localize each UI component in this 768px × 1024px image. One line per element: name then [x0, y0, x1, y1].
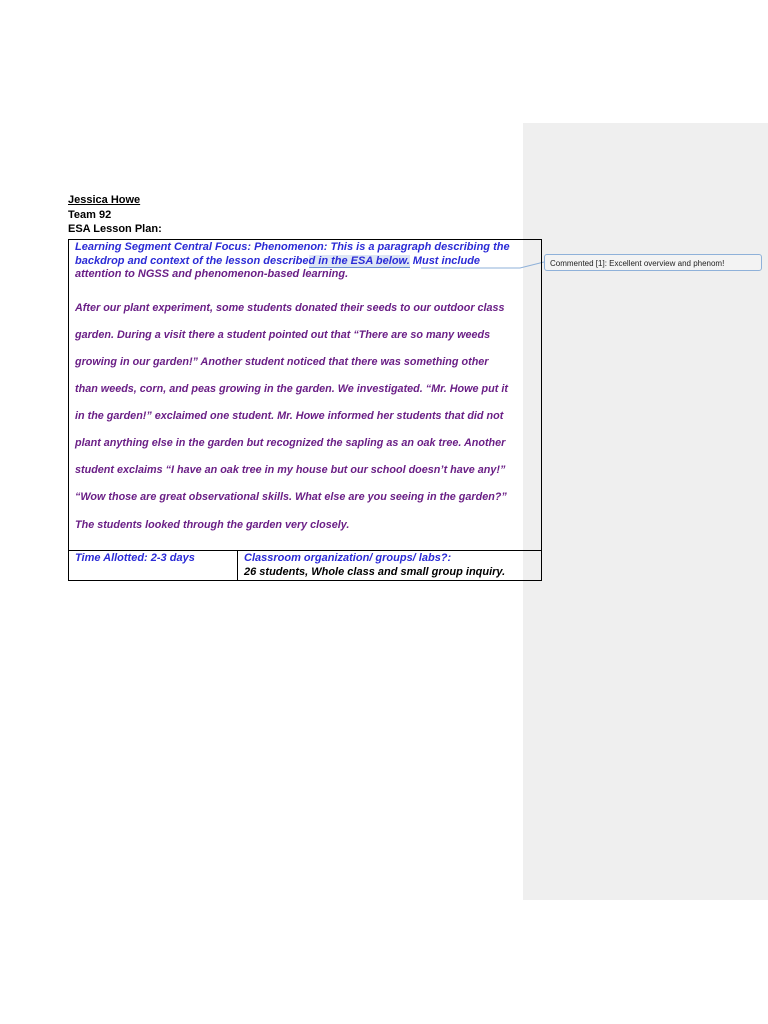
story-line: The students looked through the garden very closely. [75, 518, 350, 531]
time-allotted-cell[interactable] [69, 551, 238, 581]
author-name: Jessica Howe [68, 194, 141, 206]
comment-balloon[interactable] [544, 254, 762, 271]
classroom-organization-label: Classroom organization/ groups/ labs?: [244, 552, 452, 564]
story-line: garden. During a visit there a student pointed out that “There are so many weeds [75, 328, 491, 341]
comment-text: Excellent overview and phenom! [606, 259, 725, 268]
comment-author: Commented [1]: [550, 259, 607, 268]
story-line: than weeds, corn, and peas growing in the garden. We investigated. “Mr. Howe put it [75, 383, 508, 396]
team-label: Team 92 [68, 208, 112, 221]
commented-text-highlight[interactable]: d in the ESA below. [308, 254, 410, 267]
story-line: growing in our garden!” Another student noticed that there was something other [75, 355, 489, 368]
focus-intro-text: Learning Segment Central Focus: Phenomenon: This is a paragraph describing the backdrop and context of the lesson describe [75, 241, 510, 267]
logistics-row [69, 551, 542, 581]
story-line: student exclaims “I have an oak tree in my house but our school doesn’t have any!” [75, 464, 506, 477]
classroom-organization-value: 26 students, Whole class and small group inquiry. [244, 565, 506, 578]
plan-title: ESA Lesson Plan: [68, 223, 162, 235]
focus-intro-text-cont: Must include [409, 254, 481, 267]
story-line: plant anything else in the garden but recognized the sapling as an oak tree. Another [75, 437, 506, 450]
comment-pane [523, 123, 768, 900]
lesson-plan-table [68, 239, 542, 581]
focus-row [69, 240, 542, 551]
classroom-organization-cell[interactable] [238, 551, 542, 581]
central-focus-cell[interactable] [69, 240, 542, 551]
focus-intro-ngss: attention to NGSS and phenomenon-based learning. [75, 268, 349, 281]
story-line: in the garden!” exclaimed one student. Mr. Howe informed her students that did not [75, 410, 504, 423]
story-line: “Wow those are great observational skills. What else are you seeing in the garden?” [75, 491, 507, 504]
time-allotted-label: Time Allotted: 2-3 days [75, 552, 195, 564]
phenomenon-story [75, 295, 535, 539]
story-line: After our plant experiment, some students donated their seeds to our outdoor class [75, 301, 505, 314]
central-focus-intro [75, 241, 535, 282]
document-header [68, 193, 162, 237]
